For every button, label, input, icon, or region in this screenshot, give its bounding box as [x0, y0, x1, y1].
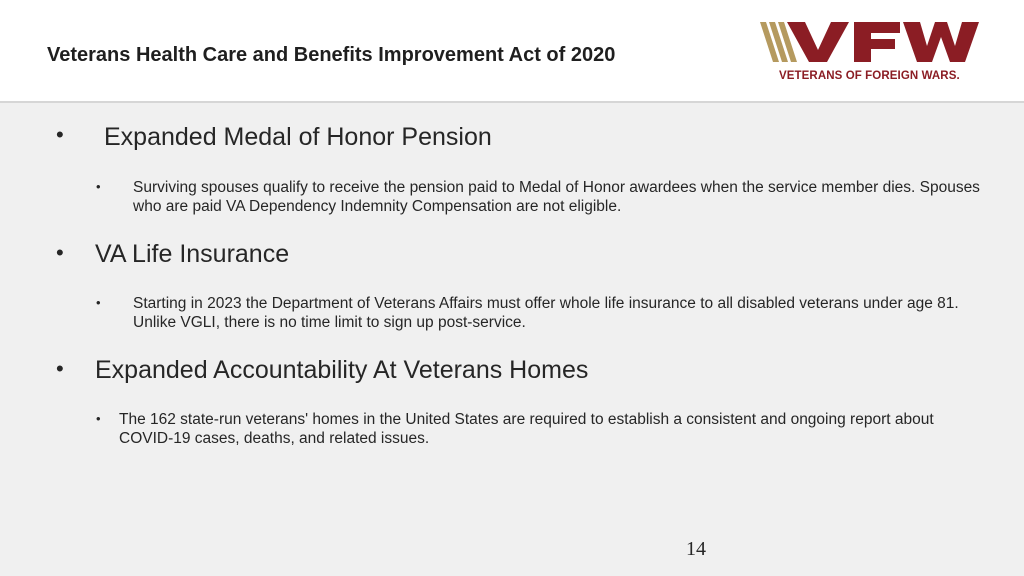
sub-bullet-icon: •	[96, 411, 101, 426]
logo-wordmark-icon	[787, 22, 979, 62]
sub-bullet-icon: •	[96, 295, 101, 310]
vfw-logo	[760, 20, 984, 86]
section-detail-life-insurance: Starting in 2023 the Department of Veterans Affairs must offer whole life insurance to all disabled veterans under age 81. Unlike VGLI, there is no time limit to sign up post-service.	[133, 295, 959, 331]
section-heading-life-insurance: VA Life Insurance	[95, 240, 290, 268]
logo-tagline: VETERANS OF FOREIGN WARS.	[779, 70, 960, 82]
section-heading-medal-of-honor: Expanded Medal of Honor Pension	[104, 123, 492, 151]
bullet-icon: •	[56, 356, 64, 381]
sub-bullet-icon: •	[96, 179, 101, 194]
section-heading-veterans-homes: Expanded Accountability At Veterans Homes	[95, 356, 589, 384]
vfw-logo-mark	[760, 20, 984, 66]
section-detail-veterans-homes: The 162 state-run veterans' homes in the United States are required to establish a consistent and ongoing report about COVID-19 cases, deaths, and related issues.	[119, 411, 934, 447]
slide-header	[0, 0, 1024, 103]
page-number: 14	[686, 538, 706, 560]
bullet-icon: •	[56, 240, 64, 265]
slide-title: Veterans Health Care and Benefits Improvement Act of 2020	[47, 44, 616, 66]
bullet-icon: •	[56, 122, 64, 147]
section-detail-medal-of-honor: Surviving spouses qualify to receive the pension paid to Medal of Honor awardees when the service member dies. Spouses who are paid VA Dependency Indemnity Compensation are not eligible.	[133, 179, 980, 215]
